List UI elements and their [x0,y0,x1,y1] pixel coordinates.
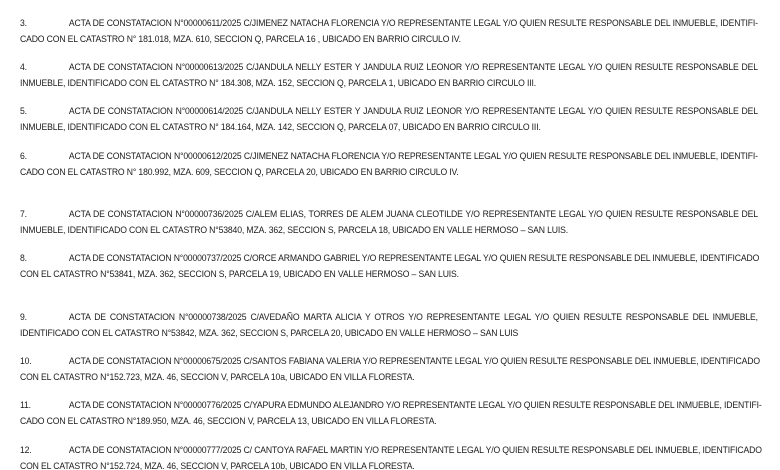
entry-text-line1: ACTA DE CONSTATACION N°00000611/2025 C/JIMENEZ NATACHA FLORENCIA Y/O REPRESENTANTE LEGAL Y/O QUIEN RESULTE RESPONSABLE DEL INMUEBLE, IDENTIFI- [68,18,758,28]
acta-entry [20,310,758,341]
entry-text-line1: ACTA DE CONSTATACION N°00000612/2025 C/JIMENEZ NATACHA FLORENCIA Y/O REPRESENTANTE LEGAL Y/O QUIEN RESULTE RESPONSABLE DEL INMUEBLE, IDENTIFI- [68,151,758,161]
acta-entry [20,443,762,470]
entry-text-line2: INMUEBLE, IDENTIFICADO CON EL CATASTRO N°53840, MZA. 362, SECCION S, PARCELA 18, UBICADO EN VALLE HERMOSO – SAN LUIS. [20,224,568,235]
entry-text-line2: INMUEBLE, IDENTIFICADO CON EL CATASTRO N° 184.164, MZA. 142, SECCION Q, PARCELA 07, UBICADO EN BARRIO CIRCULO III. [20,121,541,132]
entry-text-line1: ACTA DE CONSTATACION N°00000737/2025 C/ORCE ARMANDO GABRIEL Y/O REPRESENTANTE LEGAL Y/O QUIEN RESULTE RESPONSABLE DEL INMUEBLE, IDENTIFICADO [68,253,760,263]
entry-number: 3. [20,18,27,28]
entry-text-line2: CON EL CATASTRO N°152.724, MZA. 46, SECCION V, PARCELA 10b, UBICADO EN VILLA FLORESTA. [20,460,415,470]
entry-text-line2: IDENTIFICADO CON EL CATASTRO N°53842, MZA. 362, SECCION S, PARCELA 20, UBICADO EN VALLE HERMOSO – SAN LUIS [20,327,519,338]
entry-text-line1: ACTA DE CONSTATACION N°00000738/2025 C/AVEDAÑO MARTA ALICIA Y OTROS Y/O REPRESENTANTE LEGAL Y/O QUIEN RESULTE RESPONSABLE DEL INMUEBLE, [68,312,758,322]
entry-text-line1: ACTA DE CONSTATACION N°00000777/2025 C/ CANTOYA RAFAEL MARTIN Y/O REPRESENTANTE LEGAL Y/O QUIEN RESULTE RESPONSABLE DEL INMUEBLE, IDENTIFICADO [68,445,762,455]
entry-text-line2: INMUEBLE, IDENTIFICADO CON EL CATASTRO N° 184.308, MZA. 152, SECCION Q, PARCELA 1, UBICADO EN BARRIO CIRCULO III. [20,77,537,88]
entry-number: 8. [20,253,27,263]
acta-entry [20,60,758,91]
entry-text-line2: CON EL CATASTRO N°53841, MZA. 362, SECCION S, PARCELA 19, UBICADO EN VALLE HERMOSO – SAN LUIS. [20,268,459,279]
entry-text-line1: ACTA DE CONSTATACION N°00000736/2025 C/ALEM ELIAS, TORRES DE ALEM JUANA CLEOTILDE Y/O REPRESENTANTE LEGAL Y/O QUIEN RESULTE RESPONSABLE DEL [68,209,758,219]
entry-text-line1: ACTA DE CONSTATACION N°00000614/2025 C/JANDULA NELLY ESTER Y JANDULA RUIZ LEONOR Y/O REPRESENTANTE LEGAL Y/O QUIEN RESULTE RESPONSABLE DEL [68,106,758,116]
acta-entry [20,251,760,282]
entry-number: 5. [20,106,27,116]
entry-text-line1: ACTA DE CONSTATACION N°00000776/2025 C/YAPURA EDMUNDO ALEJANDRO Y/O REPRESENTANTE LEGAL Y/O QUIEN RESULTE RESPONSABLE DEL INMUEBLE, IDENTIFI- [68,400,762,410]
entry-number: 7. [20,209,27,219]
acta-entry [20,16,758,47]
entry-number: 10. [20,356,32,366]
entry-text-line1: ACTA DE CONSTATACION N°00000675/2025 C/SANTOS FABIANA VALERIA Y/O REPRESENTANTE LEGAL Y/O QUIEN RESULTE RESPONSABLE DEL INMUEBLE, IDENTIFICADO [68,356,760,366]
entry-number: 4. [20,62,27,72]
entry-text-line2: CADO CON EL CATASTRO N° 180.992, MZA. 609, SECCION Q, PARCELA 20, UBICADO EN BARRIO CIRCULO IV. [20,166,459,177]
entry-text-line2: CADO CON EL CATASTRO N°189.950, MZA. 46, SECCION V, PARCELA 13, UBICADO EN VILLA FLORESTA. [20,415,437,426]
entry-number: 12. [20,445,32,455]
entry-number: 6. [20,151,27,161]
acta-entry [20,398,762,429]
entry-text-line1: ACTA DE CONSTATACION N°00000613/2025 C/JANDULA NELLY ESTER Y JANDULA RUIZ LEONOR Y/O REPRESENTANTE LEGAL Y/O QUIEN RESULTE RESPONSABLE DEL [68,62,758,72]
acta-entry [20,149,758,180]
entry-number: 9. [20,312,27,322]
entry-number: 11. [20,400,31,410]
acta-entry [20,104,758,135]
entry-text-line2: CON EL CATASTRO N°152.723, MZA. 46, SECCION V, PARCELA 10a, UBICADO EN VILLA FLORESTA. [20,371,415,382]
acta-entry [20,354,760,385]
entry-text-line2: CADO CON EL CATASTRO N° 181.018, MZA. 610, SECCION Q, PARCELA 16 , UBICADO EN BARRIO CIRCULO IV. [20,33,461,44]
acta-entry [20,207,758,238]
